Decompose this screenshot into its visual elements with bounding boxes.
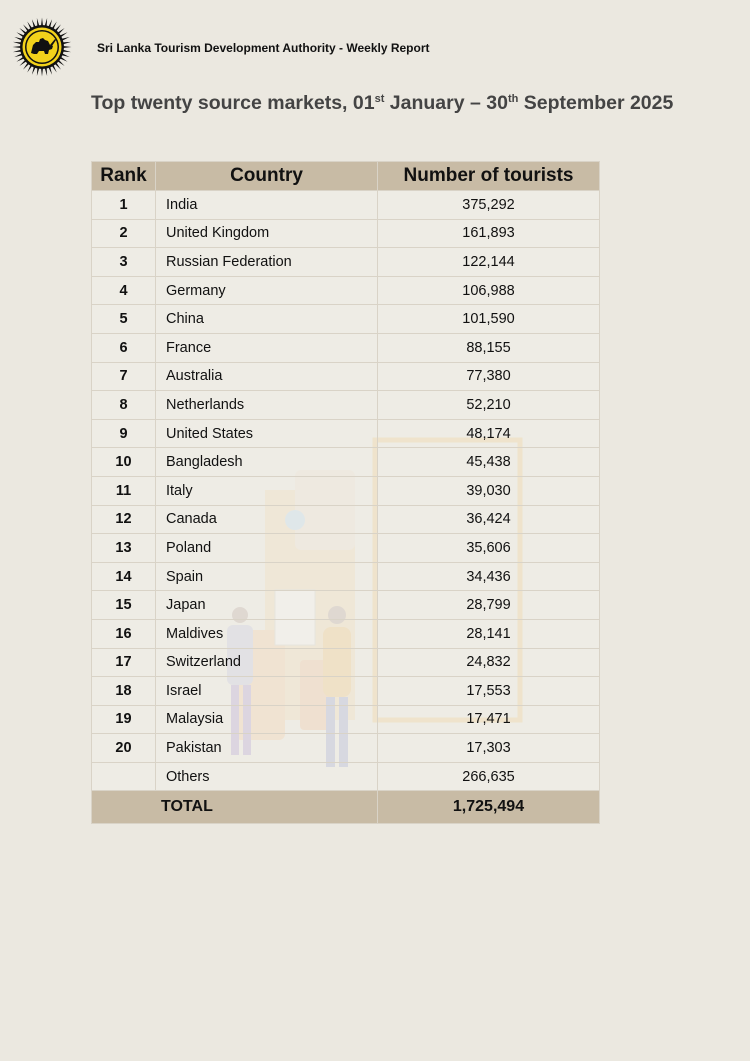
rank-cell: 12 [92, 505, 156, 534]
rank-cell: 14 [92, 562, 156, 591]
table-header-row [92, 162, 600, 191]
organization-name: Sri Lanka Tourism Development Authority - Weekly Report [97, 41, 430, 55]
rank-cell: 13 [92, 534, 156, 563]
tourists-cell: 17,303 [378, 734, 600, 763]
tourists-cell: 24,832 [378, 648, 600, 677]
rank-cell: 5 [92, 305, 156, 334]
table-row [92, 219, 600, 248]
tourists-cell: 28,799 [378, 591, 600, 620]
rank-cell: 15 [92, 591, 156, 620]
table-row [92, 476, 600, 505]
country-cell: Israel [156, 677, 378, 706]
tourists-cell: 106,988 [378, 276, 600, 305]
tourists-cell: 28,141 [378, 619, 600, 648]
country-cell: United Kingdom [156, 219, 378, 248]
rank-cell: 3 [92, 248, 156, 277]
tourists-cell: 36,424 [378, 505, 600, 534]
table-row [92, 248, 600, 277]
sri-lanka-lion-emblem-icon [12, 17, 72, 77]
table-row [92, 191, 600, 220]
table-row [92, 648, 600, 677]
table-row [92, 362, 600, 391]
tourists-cell: 122,144 [378, 248, 600, 277]
tourists-cell: 52,210 [378, 391, 600, 420]
country-cell: Japan [156, 591, 378, 620]
tourists-cell: 48,174 [378, 419, 600, 448]
table-row [92, 619, 600, 648]
tourists-cell: 45,438 [378, 448, 600, 477]
rank-cell: 11 [92, 476, 156, 505]
rank-cell: 4 [92, 276, 156, 305]
tourists-cell: 39,030 [378, 476, 600, 505]
rank-cell [92, 762, 156, 791]
tourists-cell: 34,436 [378, 562, 600, 591]
table-row [92, 705, 600, 734]
country-cell: India [156, 191, 378, 220]
tourists-cell: 375,292 [378, 191, 600, 220]
tourists-cell: 101,590 [378, 305, 600, 334]
country-cell: Maldives [156, 619, 378, 648]
rank-cell: 19 [92, 705, 156, 734]
rank-cell: 16 [92, 619, 156, 648]
country-cell: Russian Federation [156, 248, 378, 277]
country-cell: Others [156, 762, 378, 791]
country-cell: Canada [156, 505, 378, 534]
country-cell: Germany [156, 276, 378, 305]
rank-cell: 9 [92, 419, 156, 448]
tourists-cell: 17,553 [378, 677, 600, 706]
table-row [92, 505, 600, 534]
page-title: Top twenty source markets, 01st January – 30th September 2025 [91, 92, 674, 114]
country-cell: France [156, 333, 378, 362]
rank-cell: 8 [92, 391, 156, 420]
country-cell: Pakistan [156, 734, 378, 763]
total-value: 1,725,494 [378, 791, 600, 824]
tourists-cell: 35,606 [378, 534, 600, 563]
rank-cell: 10 [92, 448, 156, 477]
table-row [92, 562, 600, 591]
table-row [92, 591, 600, 620]
rank-cell: 7 [92, 362, 156, 391]
rank-cell: 6 [92, 333, 156, 362]
country-cell: Malaysia [156, 705, 378, 734]
table-row [92, 276, 600, 305]
table-row [92, 448, 600, 477]
table-row [92, 333, 600, 362]
country-cell: Bangladesh [156, 448, 378, 477]
table-row [92, 762, 600, 791]
country-cell: United States [156, 419, 378, 448]
country-cell: Italy [156, 476, 378, 505]
total-label: TOTAL [92, 791, 378, 824]
table-row [92, 419, 600, 448]
rank-cell: 17 [92, 648, 156, 677]
country-column-header: Country [156, 162, 378, 191]
country-cell: Spain [156, 562, 378, 591]
country-cell: China [156, 305, 378, 334]
rank-cell: 18 [92, 677, 156, 706]
table-row [92, 305, 600, 334]
table-row [92, 677, 600, 706]
tourists-cell: 77,380 [378, 362, 600, 391]
source-markets-table [91, 161, 600, 824]
country-cell: Netherlands [156, 391, 378, 420]
table-row [92, 734, 600, 763]
country-cell: Poland [156, 534, 378, 563]
table-row [92, 391, 600, 420]
tourists-cell: 161,893 [378, 219, 600, 248]
tourists-cell: 17,471 [378, 705, 600, 734]
rank-cell: 1 [92, 191, 156, 220]
country-cell: Switzerland [156, 648, 378, 677]
rank-cell: 2 [92, 219, 156, 248]
total-row [92, 791, 600, 824]
rank-cell: 20 [92, 734, 156, 763]
tourists-cell: 88,155 [378, 333, 600, 362]
country-cell: Australia [156, 362, 378, 391]
tourists-cell: 266,635 [378, 762, 600, 791]
tourists-column-header: Number of tourists [378, 162, 600, 191]
table-row [92, 534, 600, 563]
rank-column-header: Rank [92, 162, 156, 191]
